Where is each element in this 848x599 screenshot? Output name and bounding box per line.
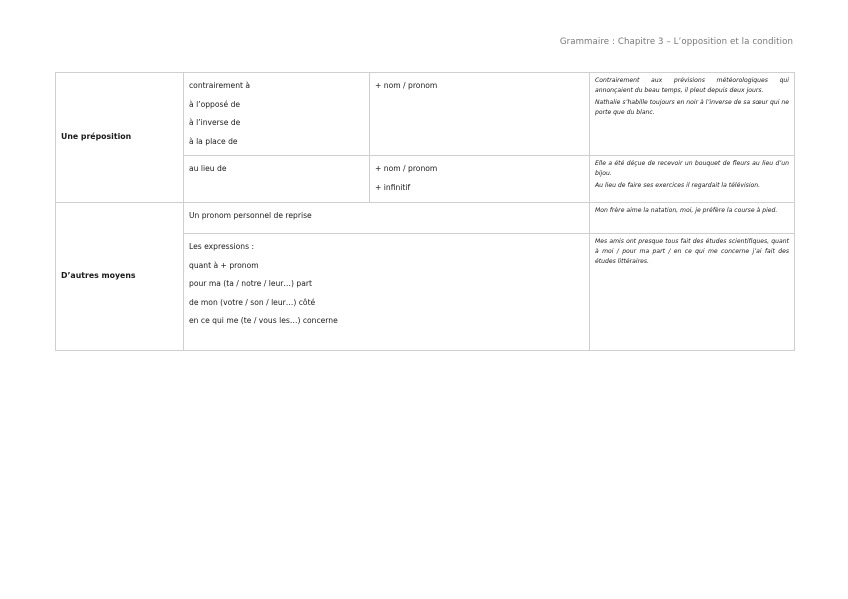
construction-text: + nom / pronom <box>375 81 438 90</box>
construction-cell <box>370 156 590 203</box>
example-text: Elle a été déçue de recevoir un bouquet de fleurs au lieu d’un bijou. <box>595 160 789 177</box>
list-item: à l’inverse de <box>189 118 241 127</box>
list-item: quant à + pronom <box>189 260 259 270</box>
pronoun-cell <box>184 203 590 234</box>
preposition-list <box>184 156 370 203</box>
example-text: Au lieu de faire ses exercices il regardait la télévision. <box>595 182 761 189</box>
construction-cell <box>370 73 590 156</box>
list-item: Les expressions : <box>189 242 255 251</box>
example-cell <box>590 73 795 156</box>
list-item: à l’opposé de <box>189 99 241 109</box>
list-item: à la place de <box>189 136 238 146</box>
example-text: Mes amis ont presque tous fait des études scientifiques, quant à moi / pour ma part / en ce qui me concerne j’ai fait des études littéraires. <box>595 238 789 265</box>
list-item: contrairement à <box>189 81 251 90</box>
list-item: pour ma (ta / notre / leur…) part <box>189 279 312 288</box>
row-header-preposition: Une préposition <box>56 73 184 203</box>
example-text: Mon frère aime la natation, moi, je préfère la course à pied. <box>595 207 778 214</box>
row-header-other: D’autres moyens <box>56 203 184 351</box>
grammar-table <box>55 72 795 351</box>
pronoun-text: Un pronom personnel de reprise <box>189 211 312 220</box>
example-cell <box>590 234 795 351</box>
list-item: au lieu de <box>189 164 227 173</box>
list-item: de mon (votre / son / leur…) côté <box>189 297 316 307</box>
example-text: Nathalie s’habille toujours en noir à l’inverse de sa sœur qui ne porte que du blanc. <box>595 99 789 116</box>
table-row <box>56 73 795 156</box>
construction-text: + infinitif <box>375 182 411 192</box>
example-cell <box>590 203 795 234</box>
table-row <box>56 203 795 234</box>
list-item: en ce qui me (te / vous les…) concerne <box>189 316 338 325</box>
expressions-cell <box>184 234 590 351</box>
page-header: Grammaire : Chapitre 3 – L’opposition et la condition <box>559 37 793 47</box>
example-cell <box>590 156 795 203</box>
example-text: Contrairement aux prévisions météorologiques qui annonçaient du beau temps, il pleut depuis deux jours. <box>595 77 789 94</box>
preposition-list <box>184 73 370 156</box>
construction-text: + nom / pronom <box>375 164 438 173</box>
